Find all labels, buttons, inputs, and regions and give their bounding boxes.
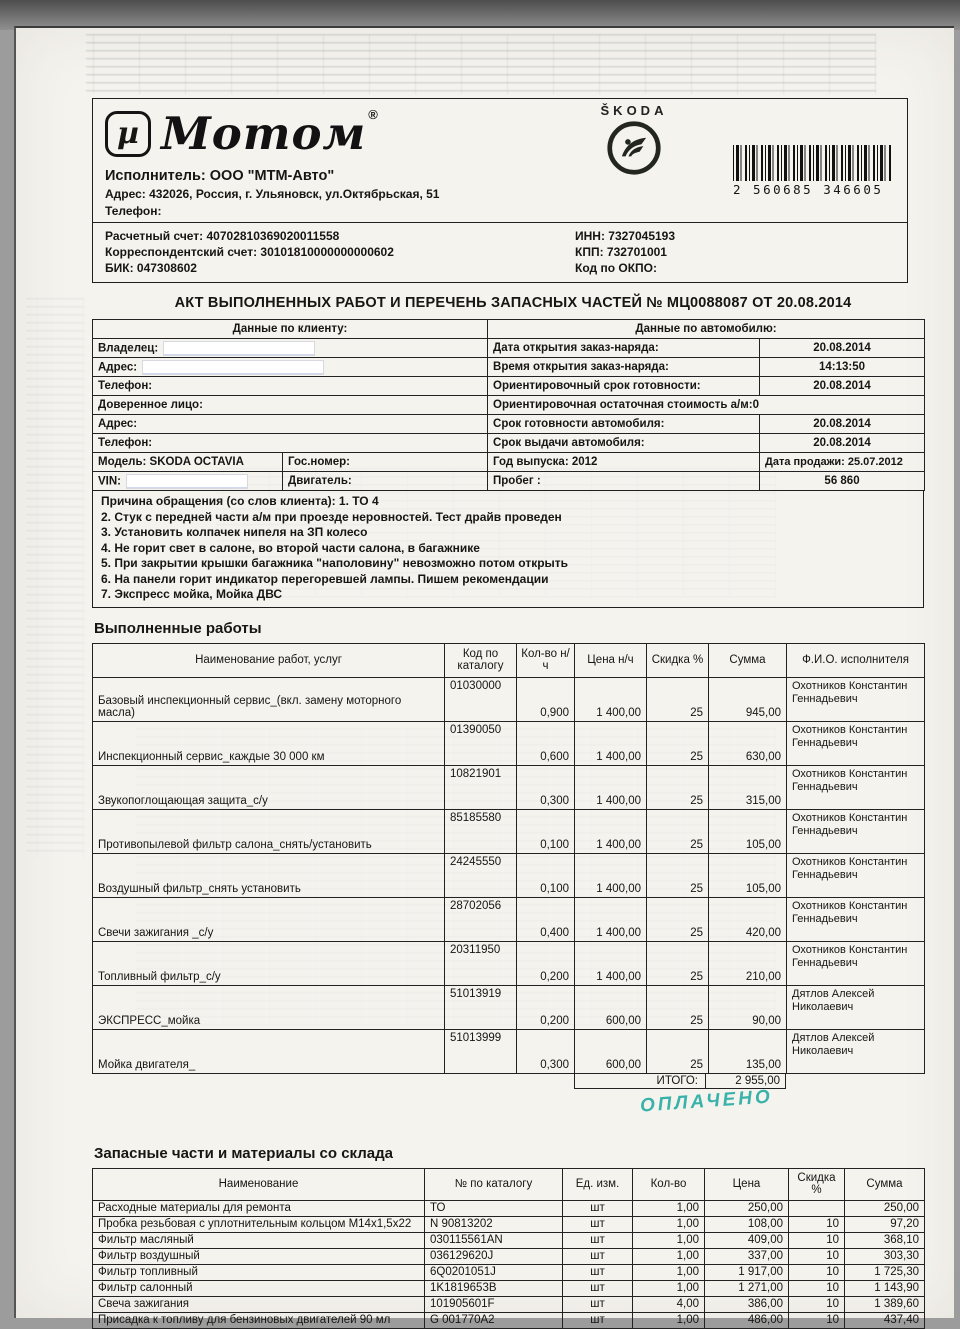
parts-cell-discount: 10 — [789, 1296, 845, 1312]
parts-cell-unit: шт — [563, 1312, 633, 1328]
parts-cell-sum: 368,10 — [845, 1232, 925, 1248]
parts-cell-sum: 1 725,30 — [845, 1264, 925, 1280]
parts-cell-sum: 437,40 — [845, 1312, 925, 1328]
parts-col-catalog: № по каталогу — [425, 1168, 563, 1200]
parts-col-qty: Кол-во — [633, 1168, 705, 1200]
parts-cell-unit: шт — [563, 1248, 633, 1264]
redaction-address — [143, 361, 323, 374]
parts-cell-name: Пробка резьбовая с уплотнительным кольцом М14х1,5х22 — [93, 1216, 425, 1232]
works-cell-code: 51013919 — [445, 985, 517, 1029]
works-cell-discount: 25 — [647, 1029, 709, 1073]
client-row-phone1 — [93, 377, 925, 396]
client-row-owner — [93, 339, 925, 358]
works-cell-qty: 0,300 — [517, 1029, 575, 1073]
works-cell-code: 10821901 — [445, 765, 517, 809]
parts-table — [92, 1168, 925, 1329]
parts-cell-name: Фильтр масляный — [93, 1232, 425, 1248]
works-header-row — [93, 643, 925, 677]
parts-cell-name: Свеча зажигания — [93, 1296, 425, 1312]
parts-cell-unit: шт — [563, 1280, 633, 1296]
works-table — [92, 643, 925, 1074]
parts-row — [93, 1280, 925, 1296]
works-cell-name: Воздушный фильтр_снять установить — [93, 853, 445, 897]
skoda-emblem-icon — [606, 120, 662, 176]
client-vehicle-table — [92, 319, 925, 491]
mileage-label-cell: Пробег : — [488, 472, 760, 491]
parts-cell-qty: 1,00 — [633, 1200, 705, 1216]
works-cell-qty: 0,400 — [517, 897, 575, 941]
works-cell-sum: 105,00 — [709, 809, 787, 853]
parts-cell-qty: 1,00 — [633, 1232, 705, 1248]
bank-details — [93, 223, 907, 282]
works-cell-price: 1 400,00 — [575, 941, 647, 985]
parts-row — [93, 1296, 925, 1312]
stamp-area — [92, 1085, 934, 1119]
year-cell: Год выпуска: 2012 — [488, 453, 760, 472]
vehicle-data-header: Данные по автомобилю: — [488, 320, 925, 339]
works-cell-price: 1 400,00 — [575, 897, 647, 941]
company-address: Адрес: 432026, Россия, г. Ульяновск, ул.Октябрьская, 51 — [105, 187, 440, 201]
works-cell-price: 600,00 — [575, 985, 647, 1029]
reason-line: 4. Не горит свет в салоне, во второй части салона, в багажнике — [101, 540, 480, 555]
correspondent-account: Корреспондентский счет: 30101810000000000602 — [105, 245, 394, 259]
works-cell-executor: Дятлов Алексей Николаевич — [787, 985, 925, 1029]
works-col-code: Код по каталогу — [445, 643, 517, 677]
parts-cell-name: Фильтр топливный — [93, 1264, 425, 1280]
parts-col-unit: Ед. изм. — [563, 1168, 633, 1200]
client-row-model — [93, 453, 925, 472]
works-cell-sum: 210,00 — [709, 941, 787, 985]
works-cell-discount: 25 — [647, 897, 709, 941]
parts-cell-name: Фильтр воздушный — [93, 1248, 425, 1264]
works-col-sum: Сумма — [709, 643, 787, 677]
works-cell-executor: Охотников Константин Геннадьевич — [787, 765, 925, 809]
works-cell-discount: 25 — [647, 721, 709, 765]
works-cell-code: 51013999 — [445, 1029, 517, 1073]
client-row-trustee — [93, 396, 925, 415]
parts-heading: Запасные части и материалы со склада — [94, 1144, 393, 1162]
works-cell-name: Звукопоглощающая защита_с/у — [93, 765, 445, 809]
works-row — [93, 809, 925, 853]
okpo: Код по ОКПО: — [575, 261, 657, 275]
engine-cell: Двигатель: — [283, 472, 488, 491]
phone1-cell: Телефон: — [93, 377, 488, 396]
works-cell-code: 28702056 — [445, 897, 517, 941]
works-cell-executor: Охотников Константин Геннадьевич — [787, 941, 925, 985]
redaction-vin — [127, 475, 247, 488]
total-label: ИТОГО: — [574, 1074, 706, 1089]
parts-cell-price: 108,00 — [705, 1216, 789, 1232]
reason-line: 2. Стук с передней части а/м при проезде неровностей. Тест драйв проведен — [101, 509, 562, 524]
works-col-price: Цена н/ч — [575, 643, 647, 677]
reason-line: 7. Экспресс мойка, Мойка ДВС — [101, 587, 283, 601]
client-row-phone2 — [93, 434, 925, 453]
parts-cell-price: 386,00 — [705, 1296, 789, 1312]
parts-cell-unit: шт — [563, 1232, 633, 1248]
works-cell-executor: Охотников Константин Геннадьевич — [787, 809, 925, 853]
works-cell-code: 85185580 — [445, 809, 517, 853]
works-col-discount: Скидка % — [647, 643, 709, 677]
barcode-bars-icon — [733, 145, 893, 181]
vin-cell — [93, 472, 283, 491]
bleedthrough-artifact — [86, 34, 876, 94]
works-cell-executor: Охотников Константин Геннадьевич — [787, 677, 925, 721]
works-cell-discount: 25 — [647, 677, 709, 721]
model-cell: Модель: SKODA OCTAVIA — [93, 453, 283, 472]
parts-row — [93, 1264, 925, 1280]
parts-cell-catalog: 6Q0201051J — [425, 1264, 563, 1280]
parts-cell-qty: 4,00 — [633, 1296, 705, 1312]
barcode-number: 2 560685 346605 — [733, 182, 884, 197]
parts-cell-discount: 10 — [789, 1280, 845, 1296]
paid-stamp: ОПЛАЧЕНО — [639, 1085, 774, 1117]
parts-cell-unit: шт — [563, 1264, 633, 1280]
parts-cell-discount: 10 — [789, 1216, 845, 1232]
parts-cell-sum: 97,20 — [845, 1216, 925, 1232]
parts-cell-catalog: 030115561AN — [425, 1232, 563, 1248]
parts-cell-price: 250,00 — [705, 1200, 789, 1216]
parts-cell-price: 337,00 — [705, 1248, 789, 1264]
works-cell-name: Противопылевой фильтр салона_снять/установить — [93, 809, 445, 853]
works-cell-qty: 0,200 — [517, 985, 575, 1029]
address2-cell: Адрес: — [93, 415, 488, 434]
owner-label: Владелец: — [98, 342, 159, 355]
parts-row — [93, 1232, 925, 1248]
parts-cell-name: Расходные материалы для ремонта — [93, 1200, 425, 1216]
works-cell-code: 24245550 — [445, 853, 517, 897]
parts-cell-discount: 10 — [789, 1232, 845, 1248]
parts-cell-qty: 1,00 — [633, 1312, 705, 1328]
mu-logo-icon — [105, 111, 151, 157]
works-cell-executor: Охотников Константин Геннадьевич — [787, 897, 925, 941]
works-cell-sum: 315,00 — [709, 765, 787, 809]
works-cell-code: 01030000 — [445, 677, 517, 721]
works-cell-sum: 90,00 — [709, 985, 787, 1029]
client-header-row — [93, 320, 925, 339]
works-cell-qty: 0,900 — [517, 677, 575, 721]
works-row — [93, 941, 925, 985]
skoda-wordmark: ŠKODA — [600, 103, 668, 118]
car-issue-date-label: Срок выдачи автомобиля: — [488, 434, 760, 453]
residual-value-label: Ориентировочная остаточная стоимость а/м:0 — [488, 396, 925, 415]
redaction-owner — [164, 342, 314, 355]
parts-cell-catalog: 036129620J — [425, 1248, 563, 1264]
parts-row — [93, 1200, 925, 1216]
order-open-time-label: Время открытия заказ-наряда: — [488, 358, 760, 377]
parts-header-row — [93, 1168, 925, 1200]
works-heading: Выполненные работы — [94, 619, 262, 637]
company-phone-label: Телефон: — [105, 204, 162, 218]
parts-cell-unit: шт — [563, 1216, 633, 1232]
parts-cell-catalog: N 90813202 — [425, 1216, 563, 1232]
parts-cell-price: 486,00 — [705, 1312, 789, 1328]
client-data-header: Данные по клиенту: — [93, 320, 488, 339]
works-cell-qty: 0,200 — [517, 941, 575, 985]
inn: ИНН: 7327045193 — [575, 229, 676, 243]
header-block — [92, 98, 908, 283]
works-cell-executor: Дятлов Алексей Николаевич — [787, 1029, 925, 1073]
scanned-page — [14, 26, 954, 1326]
reason-line: 3. Установить колпачек нипеля на ЗП колесо — [101, 525, 368, 539]
works-cell-discount: 25 — [647, 809, 709, 853]
parts-cell-sum: 250,00 — [845, 1200, 925, 1216]
works-cell-price: 1 400,00 — [575, 721, 647, 765]
works-cell-code: 20311950 — [445, 941, 517, 985]
car-ready-date-label: Срок готовности автомобиля: — [488, 415, 760, 434]
works-row — [93, 677, 925, 721]
client-row-address1 — [93, 358, 925, 377]
parts-cell-discount: 10 — [789, 1312, 845, 1328]
parts-cell-price: 1 917,00 — [705, 1264, 789, 1280]
works-cell-price: 1 400,00 — [575, 809, 647, 853]
document-content — [92, 98, 934, 1329]
parts-col-sum: Сумма — [845, 1168, 925, 1200]
parts-cell-qty: 1,00 — [633, 1248, 705, 1264]
parts-row — [93, 1312, 925, 1328]
parts-col-discount: Скидка % — [789, 1168, 845, 1200]
phone2-cell: Телефон: — [93, 434, 488, 453]
reason-line: Причина обращения (со слов клиента): 1. ТО 4 — [101, 494, 379, 508]
parts-cell-name: Фильтр салонный — [93, 1280, 425, 1296]
works-cell-code: 01390050 — [445, 721, 517, 765]
gos-number-cell: Гос.номер: — [283, 453, 488, 472]
works-col-executor: Ф.И.О. исполнителя — [787, 643, 925, 677]
parts-cell-discount — [789, 1200, 845, 1216]
works-cell-name: Базовый инспекционный сервис_(вкл. замену моторного масла) — [93, 677, 445, 721]
bleedthrough-artifact — [26, 298, 84, 858]
works-col-qty: Кол-во н/ч — [517, 643, 575, 677]
sale-date-cell: Дата продажи: 25.07.2012 — [760, 453, 925, 472]
works-cell-discount: 25 — [647, 765, 709, 809]
owner-cell — [93, 339, 488, 358]
parts-cell-catalog: 1K1819653B — [425, 1280, 563, 1296]
works-cell-sum: 945,00 — [709, 677, 787, 721]
works-row — [93, 985, 925, 1029]
works-cell-sum: 135,00 — [709, 1029, 787, 1073]
works-cell-sum: 105,00 — [709, 853, 787, 897]
skoda-logo — [579, 103, 689, 181]
works-cell-discount: 25 — [647, 941, 709, 985]
registered-mark: ® — [368, 107, 378, 122]
parts-cell-qty: 1,00 — [633, 1264, 705, 1280]
works-cell-discount: 25 — [647, 853, 709, 897]
parts-col-name: Наименование — [93, 1168, 425, 1200]
vin-label: VIN: — [98, 475, 121, 488]
executor-line: Исполнитель: ООО "МТМ-Авто" — [105, 168, 335, 184]
works-total-row — [92, 1074, 786, 1089]
parts-cell-catalog: G 001770A2 — [425, 1312, 563, 1328]
works-cell-price: 1 400,00 — [575, 765, 647, 809]
address1-cell — [93, 358, 488, 377]
parts-cell-price: 1 271,00 — [705, 1280, 789, 1296]
mu-glyph: µ — [117, 116, 139, 151]
parts-row — [93, 1248, 925, 1264]
car-ready-date-value: 20.08.2014 — [760, 415, 925, 434]
works-cell-sum: 420,00 — [709, 897, 787, 941]
parts-cell-discount: 10 — [789, 1248, 845, 1264]
order-open-time-value: 14:13:50 — [760, 358, 925, 377]
total-value: 2 955,00 — [706, 1074, 786, 1089]
kpp: КПП: 732701001 — [575, 245, 667, 259]
reason-line: 6. На панели горит индикатор перегоревшей лампы. Пишем рекомендации — [101, 571, 549, 586]
works-cell-price: 1 400,00 — [575, 677, 647, 721]
parts-cell-sum: 1 389,60 — [845, 1296, 925, 1312]
client-row-address2 — [93, 415, 925, 434]
works-col-name: Наименование работ, услуг — [93, 643, 445, 677]
works-cell-executor: Охотников Константин Геннадьевич — [787, 853, 925, 897]
bik: БИК: 047308602 — [105, 261, 197, 275]
parts-cell-qty: 1,00 — [633, 1216, 705, 1232]
works-row — [93, 897, 925, 941]
works-cell-price: 600,00 — [575, 1029, 647, 1073]
parts-cell-catalog: 101905601F — [425, 1296, 563, 1312]
works-row — [93, 1029, 925, 1073]
car-issue-date-value: 20.08.2014 — [760, 434, 925, 453]
client-row-vin — [93, 472, 925, 491]
mileage-value-cell: 56 860 — [760, 472, 925, 491]
address1-label: Адрес: — [98, 361, 138, 374]
works-cell-name: Инспекционный сервис_каждые 30 000 км — [93, 721, 445, 765]
brand-wordmark: Мотом — [161, 107, 367, 160]
bank-details-left — [105, 228, 575, 276]
barcode — [733, 145, 901, 197]
order-open-date-label: Дата открытия заказ-наряда: — [488, 339, 760, 358]
parts-cell-unit: шт — [563, 1200, 633, 1216]
parts-col-price: Цена — [705, 1168, 789, 1200]
parts-cell-qty: 1,00 — [633, 1280, 705, 1296]
works-row — [93, 853, 925, 897]
bank-details-right — [575, 228, 875, 276]
ready-estimate-label: Ориентировочный срок готовности: — [488, 377, 760, 396]
header-top — [93, 99, 907, 222]
works-cell-name: Мойка двигателя_ — [93, 1029, 445, 1073]
trustee-cell: Доверенное лицо: — [93, 396, 488, 415]
settlement-account: Расчетный счет: 40702810369020011558 — [105, 229, 340, 243]
works-cell-executor: Охотников Константин Геннадьевич — [787, 721, 925, 765]
works-cell-qty: 0,300 — [517, 765, 575, 809]
works-cell-price: 1 400,00 — [575, 853, 647, 897]
parts-row — [93, 1216, 925, 1232]
parts-cell-name: Присадка к топливу для бензиновых двигателей 90 мл — [93, 1312, 425, 1328]
works-cell-qty: 0,600 — [517, 721, 575, 765]
request-reason-box — [92, 490, 924, 608]
parts-cell-catalog: ТО — [425, 1200, 563, 1216]
document-title: АКТ ВЫПОЛНЕННЫХ РАБОТ И ПЕРЕЧЕНЬ ЗАПАСНЫХ ЧАСТЕЙ № МЦ0088087 ОТ 20.08.2014 — [174, 295, 852, 311]
parts-cell-discount: 10 — [789, 1264, 845, 1280]
works-cell-name: Топливный фильтр_с/у — [93, 941, 445, 985]
ready-estimate-value: 20.08.2014 — [760, 377, 925, 396]
works-cell-qty: 0,100 — [517, 809, 575, 853]
reason-line: 5. При закрытии крышки багажника "наполовину" невозможно потом открыть — [101, 556, 569, 570]
order-open-date-value: 20.08.2014 — [760, 339, 925, 358]
works-cell-sum: 630,00 — [709, 721, 787, 765]
works-cell-qty: 0,100 — [517, 853, 575, 897]
works-row — [93, 765, 925, 809]
works-cell-name: ЭКСПРЕСС_мойка — [93, 985, 445, 1029]
works-row — [93, 721, 925, 765]
works-cell-discount: 25 — [647, 985, 709, 1029]
parts-cell-unit: шт — [563, 1296, 633, 1312]
works-cell-name: Свечи зажигания _с/у — [93, 897, 445, 941]
parts-cell-price: 409,00 — [705, 1232, 789, 1248]
parts-cell-sum: 303,30 — [845, 1248, 925, 1264]
parts-cell-sum: 1 143,90 — [845, 1280, 925, 1296]
